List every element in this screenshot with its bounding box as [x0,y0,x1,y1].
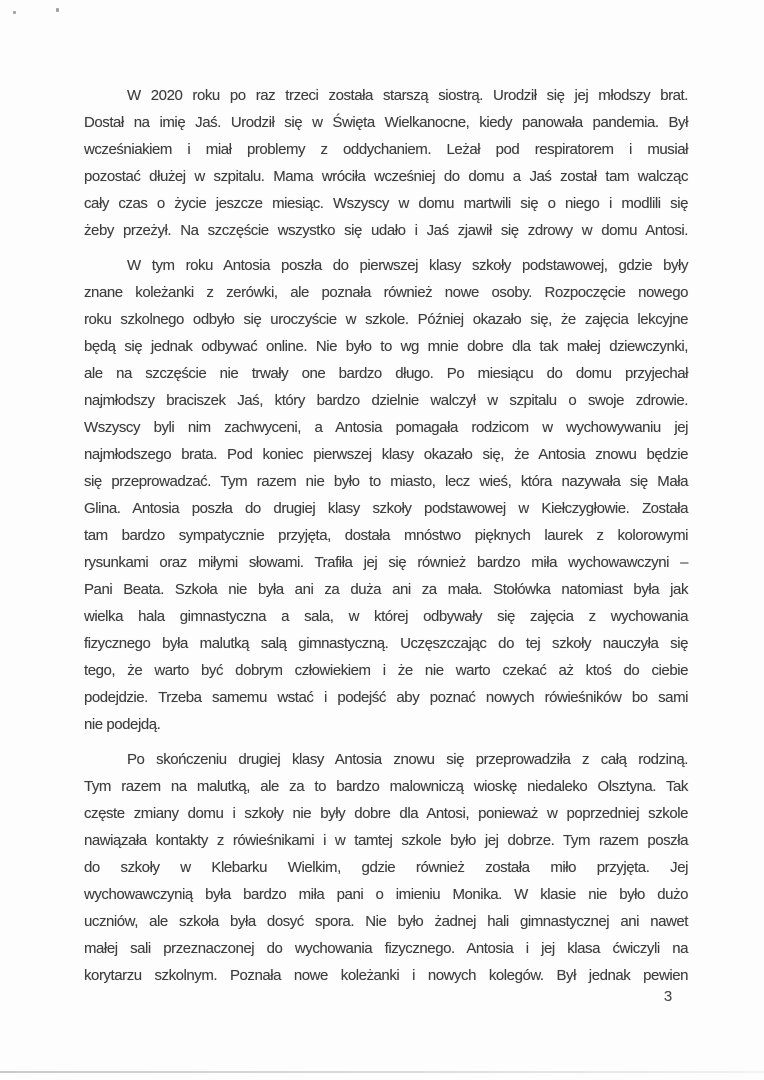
text-line: W tym roku Antosia poszła do pierwszej klasy szkoły podstawowej, gdzie były [127,257,688,274]
scan-edge-artifact [0,1071,764,1073]
text-line: Dostał na imię Jaś. Urodził się w Święta Wielkanocne, kiedy panowała pandemia. Był [84,114,688,131]
paragraph [84,82,688,244]
document-text [84,82,688,997]
text-line: W 2020 roku po raz trzeci została starszą siostrą. Urodził się jej młodszy brat. [127,87,688,104]
text-line: Wszyscy byli nim zachwyceni, a Antosia pomagała rodzicom w wychowywaniu jej [84,419,688,436]
text-line: Glina. Antosia poszła do drugiej klasy szkoły podstawowej w Kiełczygłowie. Została [84,500,688,517]
text-line: Po skończeniu drugiej klasy Antosia znowu się przeprowadziła z całą rodziną. [127,751,688,768]
text-line: będą się jednak odbywać online. Nie było to wg mnie dobre dla tak małej dziewczynki, [84,338,688,355]
page-number: 3 [663,988,673,1005]
text-line: najmłodszego brata. Pod koniec pierwszej klasy okazało się, że Antosia znowu będzie [84,446,688,463]
text-line: roku szkolnego odbyło się uroczyście w szkole. Później okazało się, że zajęcia lekcyjne [84,311,688,328]
text-line: małej sali przeznaczonej do wychowania fizycznego. Antosia i jej klasa ćwiczyli na [84,940,688,957]
text-line: fizycznego była malutką salą gimnastyczną. Uczęszczając do tej szkoły nauczyła się [84,635,688,652]
text-line: wychowawczynią była bardzo miła pani o imieniu Monika. W klasie nie było dużo [84,886,688,903]
text-line: Pani Beata. Szkoła nie była ani za duża ani za mała. Stołówka natomiast była jak [84,581,688,598]
text-line: się przeprowadzać. Tym razem nie było to miasto, lecz wieś, która nazywała się Mała [84,473,688,490]
text-line: żeby przeżył. Na szczęście wszystko się udało i Jaś zjawił się zdrowy w domu Antosi. [84,222,688,239]
text-line: do szkoły w Klebarku Wielkim, gdzie również została miło przyjęta. Jej [84,859,688,876]
paragraph [84,252,688,738]
text-line: częste zmiany domu i szkoły nie były dobre dla Antosi, ponieważ w poprzedniej szkole [84,805,688,822]
text-line: tam bardzo sympatycznie przyjęta, dostała mnóstwo pięknych laurek z kolorowymi [84,527,688,544]
text-line: podejdzie. Trzeba samemu wstać i podejść aby poznać nowych rówieśników bo sami [84,689,688,706]
text-line: ale na szczęście nie trwały one bardzo długo. Po miesiącu do domu przyjechał [84,365,688,382]
text-line: rysunkami oraz miłymi słowami. Trafiła jej się również bardzo miła wychowawczyni – [84,554,688,571]
text-line: pozostać dłużej w szpitalu. Mama wróciła wcześniej do domu a Jaś został tam walcząc [84,168,688,185]
scan-speck [13,11,16,14]
text-line: nawiązała kontakty z rówieśnikami i w tamtej szkole było jej dobrze. Tym razem poszła [84,832,688,849]
text-line: znane koleżanki z zerówki, ale poznała również nowe osoby. Rozpoczęcie nowego [84,284,688,301]
scan-speck [56,8,59,12]
text-line: wielka hala gimnastyczna a sala, w której odbywały się zajęcia z wychowania [84,608,688,625]
text-line: nie podejdą. [84,716,161,733]
paragraph [84,746,688,989]
text-line: wcześniakiem i miał problemy z oddychaniem. Leżał pod respiratorem i musiał [84,141,688,158]
text-line: uczniów, ale szkoła była dosyć spora. Nie było żadnej hali gimnastycznej ani nawet [84,913,688,930]
text-line: cały czas o życie jeszcze miesiąc. Wszyscy w domu martwili się o niego i modlili się [84,195,688,212]
text-line: najmłodszy braciszek Jaś, który bardzo dzielnie walczył w szpitalu o swoje zdrowie. [84,392,688,409]
text-line: Tym razem na malutką, ale za to bardzo malowniczą wioskę niedaleko Olsztyna. Tak [84,778,688,795]
text-line: tego, że warto być dobrym człowiekiem i że nie warto czekać aż ktoś do ciebie [84,662,688,679]
text-line: korytarzu szkolnym. Poznała nowe koleżanki i nowych kolegów. Był jednak pewien [84,967,688,984]
